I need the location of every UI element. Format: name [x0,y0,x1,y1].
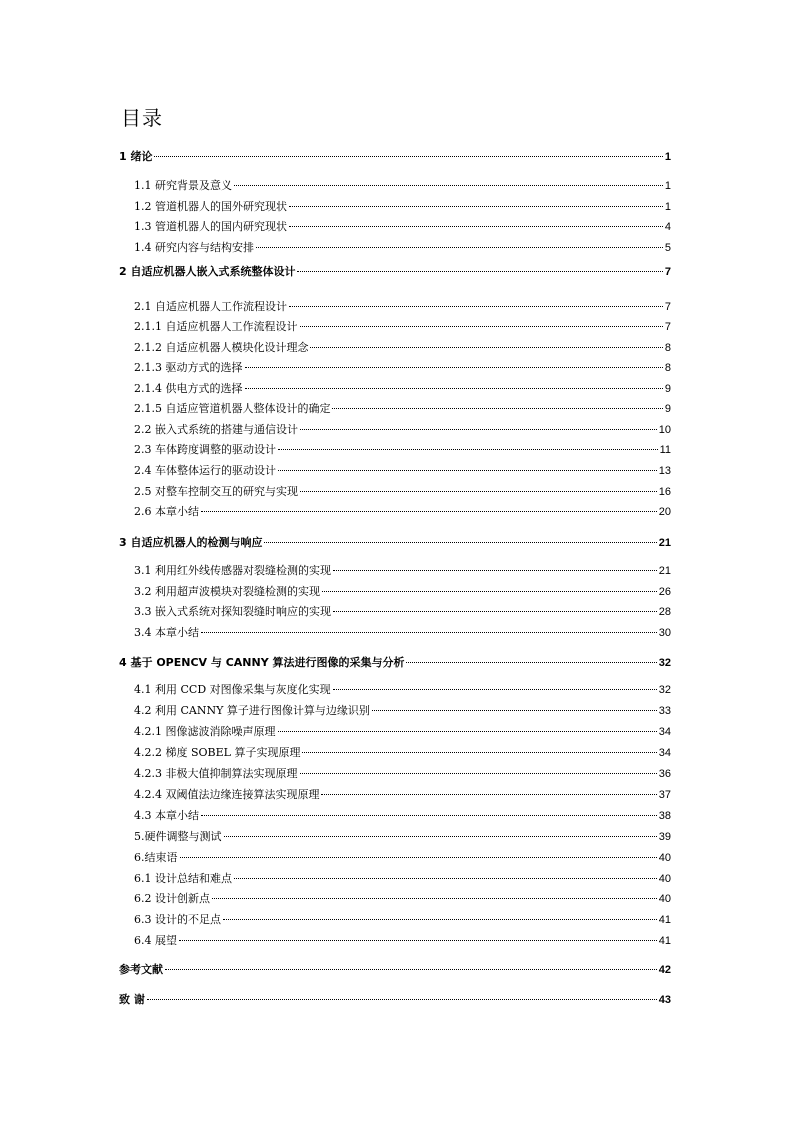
toc-entry-title: 4.1 利用 CCD 对图像采集与灰度化实现 [134,683,331,696]
toc-entry[interactable] [134,463,671,479]
dot-leader [322,591,657,592]
toc-page-number: 37 [658,789,671,801]
toc-entry[interactable] [119,149,671,165]
toc-page-number: 33 [658,705,671,717]
toc-entry[interactable] [134,604,671,620]
toc-entry[interactable] [134,850,671,866]
toc-entry-title: 2.1.3 驱动方式的选择 [134,361,243,374]
toc-entry[interactable] [134,504,671,520]
toc-entry-title: 6.3 设计的不足点 [134,913,221,926]
toc-entry[interactable] [134,422,671,438]
toc-page-number: 34 [658,726,671,738]
toc-entry-title: 2.6 本章小结 [134,505,199,518]
toc-page-number: 11 [659,444,671,456]
toc-page-number: 40 [658,893,671,905]
dot-leader [223,919,657,920]
dot-leader [245,367,663,368]
toc-page-number: 43 [658,994,671,1006]
toc-entry[interactable] [134,401,671,417]
toc-entry-title: 2.4 车体整体运行的驱动设计 [134,464,276,477]
toc-page-number: 13 [658,465,671,477]
toc-entry-title: 1.3 管道机器人的国内研究现状 [134,220,287,233]
toc-page-number: 32 [658,684,671,696]
toc-page-number: 10 [658,424,671,436]
toc-page-number: 41 [658,935,671,947]
toc-entry[interactable] [119,655,671,671]
toc-page-number: 39 [658,831,671,843]
dot-leader [300,491,657,492]
dot-leader [154,156,662,157]
toc-entry[interactable] [134,178,671,194]
dot-leader [201,511,657,512]
toc-entry[interactable] [119,992,671,1008]
toc-entry-title: 4.3 本章小结 [134,809,199,822]
toc-entry[interactable] [134,360,671,376]
toc-entry-title: 3.4 本章小结 [134,626,199,639]
dot-leader [300,429,657,430]
dot-leader [406,662,656,663]
toc-entry[interactable] [134,625,671,641]
dot-leader [372,710,657,711]
toc-entry-title: 2.2 嵌入式系统的搭建与通信设计 [134,423,298,436]
toc-entry-title: 6.2 设计创新点 [134,892,210,905]
toc-entry[interactable] [134,584,671,600]
dot-leader [302,752,656,753]
toc-entry-title: 2.1.2 自适应机器人模块化设计理念 [134,341,309,354]
toc-page-number: 26 [658,586,671,598]
dot-leader [224,836,657,837]
toc-entry-title: 4.2.1 图像滤波消除噪声原理 [134,725,276,738]
toc-page-number: 7 [664,321,671,333]
dot-leader [165,969,657,970]
toc-entry-title: 1.2 管道机器人的国外研究现状 [134,200,287,213]
dot-leader [333,570,657,571]
dot-leader [300,773,657,774]
toc-entry-title: 3.1 利用红外线传感器对裂缝检测的实现 [134,564,331,577]
toc-page-number: 28 [658,606,671,618]
toc-entry[interactable] [134,199,671,215]
dot-leader [289,206,663,207]
toc-entry-title: 4.2.4 双阈值法边缘连接算法实现原理 [134,788,320,801]
toc-page-number: 40 [658,873,671,885]
toc-page-number: 38 [658,810,671,822]
dot-leader [289,306,663,307]
toc-page-number: 41 [658,914,671,926]
dot-leader [180,857,657,858]
toc-entry-title: 5.硬件调整与测试 [134,830,222,843]
toc-entry[interactable] [134,319,671,335]
dot-leader [333,611,657,612]
toc-entry[interactable] [134,871,671,887]
dot-leader [147,999,657,1000]
toc-page-number: 1 [664,180,671,192]
toc-entry-title: 1.4 研究内容与结构安排 [134,241,254,254]
toc-entry-title: 4.2.2 梯度 SOBEL 算子实现原理 [134,746,301,759]
toc-page-number: 1 [664,201,671,213]
dot-leader [321,794,656,795]
toc-entry[interactable] [134,219,671,235]
toc-entry[interactable] [119,264,671,280]
dot-leader [245,388,663,389]
toc-entry-title: 2.3 车体跨度调整的驱动设计 [134,443,276,456]
toc-entry-title: 2.1.5 自适应管道机器人整体设计的确定 [134,402,331,415]
dot-leader [201,632,657,633]
toc-entry[interactable] [134,563,671,579]
toc-page-number: 1 [664,151,671,163]
toc-entry-title: 4 基于 OPENCV 与 CANNY 算法进行图像的采集与分析 [119,656,405,669]
toc-page-number: 9 [664,383,671,395]
toc-entry[interactable] [119,535,671,551]
dot-leader [332,408,662,409]
dot-leader [278,449,658,450]
toc-entry[interactable] [134,442,671,458]
toc-entry-title: 参考文献 [119,963,163,976]
toc-entry-title: 致 谢 [119,993,145,1006]
toc-entry[interactable] [119,962,671,978]
dot-leader [234,185,663,186]
toc-page-number: 8 [664,362,671,374]
toc-page-number: 20 [658,506,671,518]
toc-entry[interactable] [134,299,671,315]
toc-entry-title: 2.1.4 供电方式的选择 [134,382,243,395]
dot-leader [310,347,662,348]
dot-leader [179,940,657,941]
toc-entry[interactable] [134,340,671,356]
toc-page-number: 21 [658,565,671,577]
toc-entry-title: 3 自适应机器人的检测与响应 [119,536,263,549]
toc-entry-title: 6.结束语 [134,851,178,864]
toc-entry-title: 2.1 自适应机器人工作流程设计 [134,300,287,313]
toc-entry[interactable] [134,808,671,824]
toc-page-number: 7 [664,266,671,278]
toc-page-number: 42 [658,964,671,976]
toc-entry-title: 6.4 展望 [134,934,177,947]
toc-page-number: 21 [658,537,671,549]
toc-page-number: 34 [658,747,671,759]
toc-entry[interactable] [134,240,671,256]
dot-leader [201,815,657,816]
toc-page-number: 7 [664,301,671,313]
page-title: 目录 [121,106,163,130]
toc-entry[interactable] [134,829,671,845]
dot-leader [300,326,663,327]
dot-leader [212,898,657,899]
toc-entry-title: 2.5 对整车控制交互的研究与实现 [134,485,298,498]
dot-leader [278,470,657,471]
toc-entry[interactable] [134,381,671,397]
toc-entry[interactable] [134,745,671,761]
toc-page-number: 4 [664,221,671,233]
dot-leader [234,878,657,879]
toc-entry-title: 3.3 嵌入式系统对探知裂缝时响应的实现 [134,605,331,618]
toc-entry[interactable] [134,766,671,782]
toc-page-number: 8 [664,342,671,354]
toc-entry-title: 2.1.1 自适应机器人工作流程设计 [134,320,298,333]
toc-entry[interactable] [134,891,671,907]
toc-page-number: 5 [664,242,671,254]
dot-leader [333,689,657,690]
dot-leader [256,247,663,248]
toc-entry[interactable] [134,484,671,500]
dot-leader [264,542,656,543]
toc-entry-title: 6.1 设计总结和难点 [134,872,232,885]
dot-leader [297,271,662,272]
toc-page-number: 40 [658,852,671,864]
toc-entry[interactable] [134,703,671,719]
dot-leader [289,226,663,227]
toc-page-number: 32 [658,657,671,669]
toc-page-number: 30 [658,627,671,639]
toc-page-number: 36 [658,768,671,780]
toc-entry[interactable] [134,724,671,740]
toc-entry-title: 4.2 利用 CANNY 算子进行图像计算与边缘识别 [134,704,370,717]
toc-entry[interactable] [134,933,671,949]
toc-entry[interactable] [134,682,671,698]
toc-entry-title: 4.2.3 非极大值抑制算法实现原理 [134,767,298,780]
toc-entry-title: 1.1 研究背景及意义 [134,179,232,192]
toc-page-number: 9 [664,403,671,415]
toc-entry-title: 1 绪论 [119,150,153,163]
dot-leader [278,731,657,732]
toc-entry-title: 2 自适应机器人嵌入式系统整体设计 [119,265,296,278]
toc-entry[interactable] [134,912,671,928]
toc-page-number: 16 [658,486,671,498]
toc-entry[interactable] [134,787,671,803]
toc-entry-title: 3.2 利用超声波模块对裂缝检测的实现 [134,585,320,598]
